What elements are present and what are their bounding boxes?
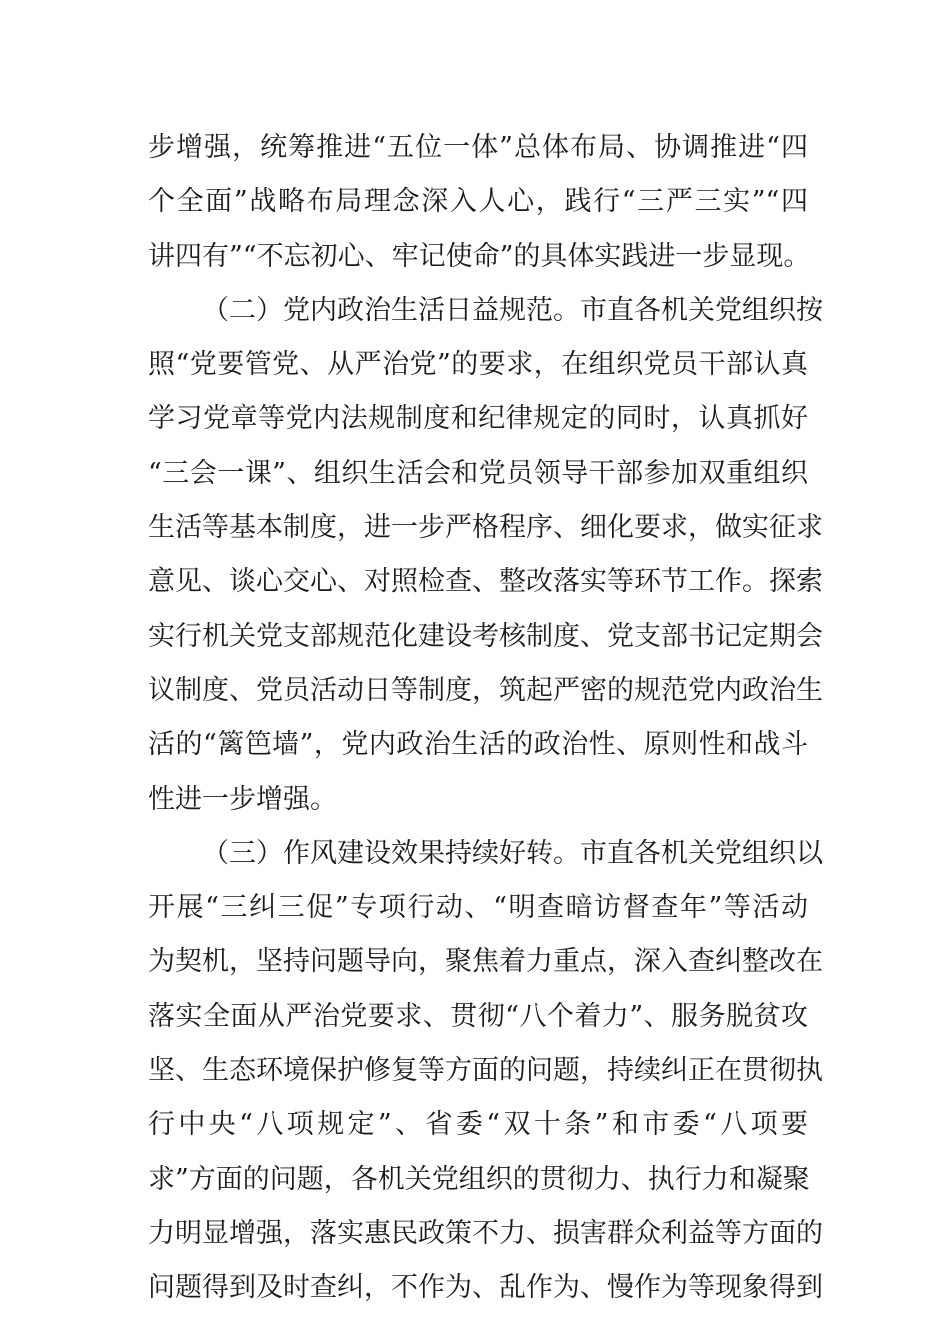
section-heading: （三）作风建设效果持续好转。 xyxy=(202,837,580,869)
text-line: 个全面”战略布局理念深入人心，践行“三严三实”“四 xyxy=(148,186,808,218)
document-body xyxy=(148,121,823,1316)
text-line: “三会一课”、组织生活会和党员领导干部参加双重组织 xyxy=(148,457,808,489)
text-line: 求”方面的问题，各机关党组织的贯彻力、执行力和凝聚 xyxy=(148,1163,810,1195)
section-first-line-text: 市直各机关党组织按 xyxy=(580,294,823,326)
section-heading: （二）党内政治生活日益规范。 xyxy=(202,294,580,326)
text-line: 力明显增强，落实惠民政策不力、损害群众利益等方面的 xyxy=(148,1217,823,1249)
text-line: 问题得到及时查纠，不作为、乱作为、慢作为等现象得到 xyxy=(148,1272,823,1304)
text-line: 开展“三纠三促”专项行动、“明查暗访督查年”等活动 xyxy=(148,892,808,924)
text-line xyxy=(148,827,823,881)
text-line: 生活等基本制度，进一步严格程序、细化要求，做实征求 xyxy=(148,512,823,544)
paragraph-section-2 xyxy=(148,284,823,827)
text-line: 行中央“八项规定”、省委“双十条”和市委“八项要 xyxy=(148,1109,808,1141)
text-line: 为契机，坚持问题导向，聚焦着力重点，深入查纠整改在 xyxy=(148,946,823,978)
text-line: 实行机关党支部规范化建设考核制度、党支部书记定期会 xyxy=(148,620,823,652)
text-line: 照“党要管党、从严治党”的要求，在组织党员干部认真 xyxy=(148,349,808,381)
section-first-line-text: 市直各机关党组织以 xyxy=(580,837,823,869)
paragraph-section-3 xyxy=(148,827,823,1316)
text-line: 性进一步增强。 xyxy=(148,783,337,815)
text-line xyxy=(148,284,823,338)
paragraph-intro-continuation xyxy=(148,121,811,284)
text-line: 落实全面从严治党要求、贯彻“八个着力”、服务脱贫攻 xyxy=(148,1000,808,1032)
text-line: 步增强，统筹推进“五位一体”总体布局、协调推进“四 xyxy=(148,132,808,163)
text-line: 议制度、党员活动日等制度，筑起严密的规范党内政治生 xyxy=(148,674,823,706)
text-line: 坚、生态环境保护修复等方面的问题，持续纠正在贯彻执 xyxy=(148,1055,823,1087)
text-line: 讲四有”“不忘初心、牢记使命”的具体实践进一步显现。 xyxy=(148,240,811,272)
text-line: 意见、谈心交心、对照检查、整改落实等环节工作。探索 xyxy=(148,566,823,598)
text-line: 活的“篱笆墙”，党内政治生活的政治性、原则性和战斗 xyxy=(148,729,808,761)
text-line: 学习党章等党内法规制度和纪律规定的同时，认真抓好 xyxy=(148,403,808,435)
